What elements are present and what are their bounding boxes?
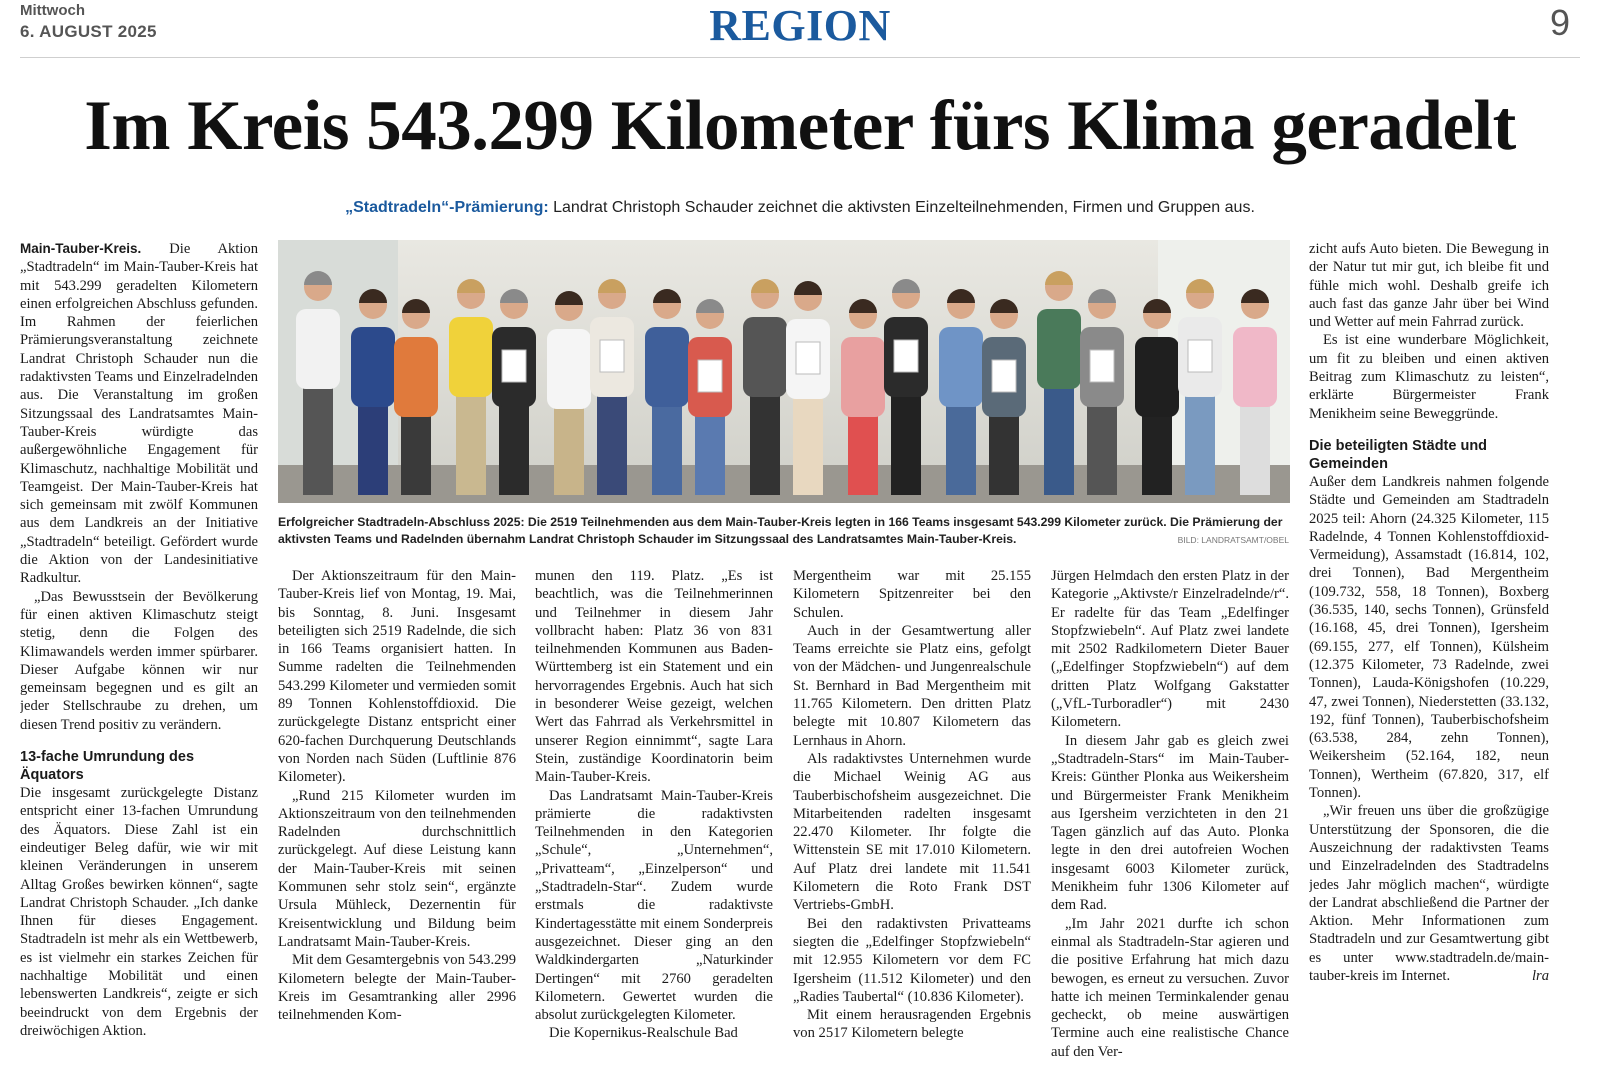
group-photo-illustration — [278, 240, 1290, 503]
paragraph: Mit einem herausragenden Ergebnis von 2517 Kilometern belegte — [793, 1007, 1031, 1042]
article-column-4 — [793, 567, 1031, 1065]
paragraph: munen den 119. Platz. „Es ist beachtlich, was die Teilnehmerinnen und Teilnehmer in diesem Jahr vollbracht haben: Platz 36 von 831 teilnehmenden Kommunen aus Baden-Württemberg ist ein Statement und ein hervorragendes Ergebnis. Auch hat sich in besonderer Weise gezeigt, welchen Wert das Fahrrad als Verkehrsmittel in unserer Region einnimmt“, sagte Lara Stein, zuständige Koordinatorin beim Main-Tauber-Kreis. — [535, 568, 773, 786]
article-column-3 — [535, 567, 773, 1065]
paragraph: In diesem Jahr gab es gleich zwei „Stadtradeln-Stars“ im Main-Tauber-Kreis: Günther Plonka aus Weikersheim und Bürgermeister Frank Menikheim aus Igersheim verzichteten in den 21 Tagen gänzlich auf das Auto. Plonka legte in den drei autofreien Wochen insgesamt 6003 Kilometer zurück, Menikheim fuhr 1306 Kilometer auf dem Rad. — [1051, 732, 1289, 914]
paragraph: Jürgen Helmdach den ersten Platz in der Kategorie „Aktivste/r Einzelradelnde/r“. Er radelte für das Team „Edelfinger Stopfzwiebeln“. Auf Platz zwei landete mit 2502 Radkilometern Dieter Bauer („Edelfinger Stopfzwiebeln“) auf dem dritten Platz Wolfgang Gakstatter („VfL-Turboradler“) mit 2430 Kilometern. — [1051, 568, 1289, 731]
dateline: Main-Tauber-Kreis. — [20, 241, 142, 256]
paragraph — [20, 240, 258, 588]
paragraph: Außer dem Landkreis nahmen folgende Städte und Gemeinden am Stadtradeln 2025 teil: Ahorn (24.325 Kilometer, 115 Radelnde, 4 Tonnen Kohlenstoffdioxid-Vermeidung), Assamstadt (16.814, 102, drei Tonnen), Bad Mergentheim (109.732, 558, 18 Tonnen), Boxberg (36.535, 140, sechs Tonnen), Grünsfeld (16.168, 45, drei Tonnen), Igersheim (69.155, 277, elf Tonnen), Külsheim (12.375 Kilometer, 73 Radelnde, zwei Tonnen), Lauda-Königshofen (10.229, 47, zwei Tonnen), Niederstetten (33.132, 192, fünf Tonnen), Tauberbischofsheim (63.538, 284, zehn Tonnen), Weikersheim (52.164, 182, neun Tonnen), Wertheim (67.820, 317, elf Tonnen). — [1309, 473, 1549, 802]
page-number: 9 — [1549, 2, 1570, 43]
subheading: Die beteiligten Städte und Gemeinden — [1309, 437, 1488, 472]
subheading: 13-fache Umrundung des Äquators — [20, 749, 195, 784]
paragraph: Der Aktionszeitraum für den Main-Tauber-Kreis lief von Montag, 19. Mai, bis Sonntag, 8. Juni. Insgesamt beteiligten sich 2519 Radelnde, die sich in 166 Teams organisiert hatten. In Summe radelten die Teilnehmenden 543.299 Kilometer und vermieden somit 89 Tonnen Kohlenstoffdioxid. Die zurückgelegte Distanz entspricht einer 620-fachen Durchquerung Deutschlands von Norden nach Süden (Luftlinie 876 Kilometer). — [278, 568, 516, 786]
paragraph: „Im Jahr 2021 durfte ich schon einmal als Stadtradeln-Star agieren und die positive Erfahrung hat mich dazu bewogen, es erneut zu versuchen. Zuvor hatte ich meinen Terminkalender genau gecheckt, ob meine auswärtigen Termine auch eine realistische Chance auf den Ver- — [1051, 915, 1289, 1060]
article-column-1 — [20, 240, 258, 1065]
photo-caption: Erfolgreicher Stadtradeln-Abschluss 2025: Die 2519 Teilnehmenden aus dem Main-Tauber-Kreis legten in 166 Teams insgesamt 543.299 Kilometer zurück. Die Prämierung der aktivsten Teams und Radelnden übernahm Landrat Christoph Schauder im Sitzungssaal des Landratsamtes Main-Tauber-Kreis. — [278, 515, 1283, 546]
section-title: REGION — [709, 1, 891, 50]
date: 6. AUGUST 2025 — [20, 21, 157, 41]
paragraph: Die Kopernikus-Realschule Bad — [549, 1025, 738, 1042]
photo-credit: BILD: LANDRATSAMT/OBEL — [1177, 535, 1289, 545]
paragraph: Das Landratsamt Main-Tauber-Kreis prämierte die radaktivsten Teilnehmenden in den Kategorien „Schule“, „Unternehmen“, „Privatteam“, „Einzelperson“ und „Stadtradeln-Star“. Zudem wurde erstmals die radaktivste Kindertagesstätte mit einem Sonderpreis ausgezeichnet. Dieser ging an den Waldkindergarten „Naturkinder Dertingen“ mit 2760 geradelten Kilometern. Gewertet wurden die absolut zurückgelegten Kilometer. — [535, 787, 773, 1024]
article-column-6 — [1309, 240, 1549, 1065]
subheadline — [0, 199, 1600, 217]
headline: Im Kreis 543.299 Kilometer fürs Klima geradelt — [84, 87, 1516, 165]
paragraph: Mit dem Gesamtergebnis von 543.299 Kilometern belegte der Main-Tauber-Kreis im Gesamtranking aller 2996 teilnehmenden Kom- — [278, 952, 516, 1024]
paragraph: Es ist eine wunderbare Möglichkeit, um fit zu bleiben und einen aktiven Beitrag zum Klimaschutz zu leisten“, erklärte Bürgermeister Frank Menikheim seine Beweggründe. — [1309, 332, 1549, 422]
subheadline-text: Landrat Christoph Schauder zeichnet die aktivsten Einzelteilnehmenden, Firmen und Gruppen aus. — [548, 199, 1255, 216]
author-sign: lra — [1531, 967, 1549, 984]
paragraph-text: Die Aktion „Stadtradeln“ im Main-Tauber-Kreis hat mit 543.299 geradelten Kilometern einen erfolgreichen Abschluss gefunden. Im Rahmen der feierlichen Prämierungsveranstaltung zeichnete Landrat Christoph Schauder nun die radaktivsten Teams und Einzelradelnden aus. Die Veranstaltung im großen Sitzungssaal des Landratsamtes Main-Tauber-Kreis würdigte das außergewöhnliche Engagement für Klimaschutz, nachhaltige Mobilität und Teamgeist. Der Main-Tauber-Kreis hat sich gemeinsam mit zwölf Kommunen aus dem Landkreis an der Initiative „Stadtradeln“ beteiligt. Gefördert wurde die Aktion von der Landesinitiative Radkultur. — [20, 241, 258, 587]
article-column-2 — [278, 567, 516, 1065]
paragraph: zicht aufs Auto bieten. Die Bewegung in der Natur tut mir gut, ich bleibe fit und fühle mich wohl. Deshalb greife ich auch fast das ganze Jahr über bei Wind und Wetter auf mein Fahrrad zurück. — [1309, 241, 1549, 331]
paragraph-text: „Wir freuen uns über die großzügige Unterstützung der Sponsoren, die die Auszeichnung der radaktivsten Teams und Einzelradelnden des Stadtradelns jedes Jahr möglich machen“, würdigte der Landrat abschließend die Partner der Aktion. Mehr Informationen zum Stadtradeln und zur Gesamtwertung gibt es unter www.stadtradeln.de/main-tauber-kreis im Internet. — [1309, 803, 1549, 984]
paragraph: Als radaktivstes Unternehmen wurde die Michael Weinig AG aus Tauberbischofsheim ausgezeichnet. Die Mitarbeitenden radelten insgesamt 22.470 Kilometer. Ihr folgte die Wittenstein SE mit 17.010 Kilometern. Auf Platz drei landete mit 11.541 Kilometern die Roto Frank DST Vertriebs-GmbH. — [793, 750, 1031, 914]
paragraph: „Das Bewusstsein der Bevölkerung für einen aktiven Klimaschutz steigt stetig, denn die Folgen des Klimawandels werden immer spürbarer. Dieser Aufgabe können wir nur gemeinsam begegnen und es gilt an jeder Stellschraube zu drehen, um diesen Trend positiv zu verändern. — [20, 588, 258, 733]
weekday: Mittwoch — [20, 2, 85, 19]
header-divider — [20, 57, 1580, 58]
paragraph: Die insgesamt zurückgelegte Distanz entspricht einer 13-fachen Umrundung des Äquators. Diese Zahl ist ein eindeutiger Beleg dafür, wie wir mit kleinen Veränderungen in unserem Alltag Großes bewirken können“, sagte Landrat Christoph Schauder. „Ich danke Ihnen für dieses Engagement. Stadtradeln ist mehr als ein Wettbewerb, es ist vielmehr ein starkes Zeichen für nachhaltige Mobilität und einen lebenswerten Landkreis“, zeigte er sich beeindruckt von dem Ergebnis der dreiwöchigen Aktion. — [20, 785, 258, 1039]
paragraph: Bei den radaktivsten Privatteams siegten die „Edelfinger Stopfzwiebeln“ mit 12.955 Kilometern vor dem FC Igersheim (11.512 Kilometer) und den „Radies Taubertal“ (10.836 Kilometer). — [793, 915, 1031, 1005]
article-column-5 — [1051, 567, 1289, 1065]
paragraph: „Rund 215 Kilometer wurden im Aktionszeitraum von den teilnehmenden Radelnden durchschnittlich zurückgelegt. Auf diese Leistung kann der Main-Tauber-Kreis mit seinen Kommunen sehr stolz sein“, ergänzte Ursula Mühleck, Dezernentin für Kreisentwicklung und Bildung beim Landratsamt Main-Tauber-Kreis. — [278, 787, 516, 950]
paragraph — [1309, 802, 1549, 985]
subheadline-kicker: „Stadtradeln“-Prämierung: — [345, 199, 549, 216]
paragraph: Mergentheim war mit 25.155 Kilometern Spitzenreiter bei den Schulen. — [793, 568, 1031, 621]
paragraph: Auch in der Gesamtwertung aller Teams erreichte sie Platz eins, gefolgt von der Mädchen- und Jungenrealschule St. Bernhard in Bad Mergentheim mit 11.765 Kilometern. Den dritten Platz belegte mit 10.807 Kilometern das Lernhaus in Ahorn. — [793, 622, 1031, 749]
group-photo — [278, 240, 1290, 503]
